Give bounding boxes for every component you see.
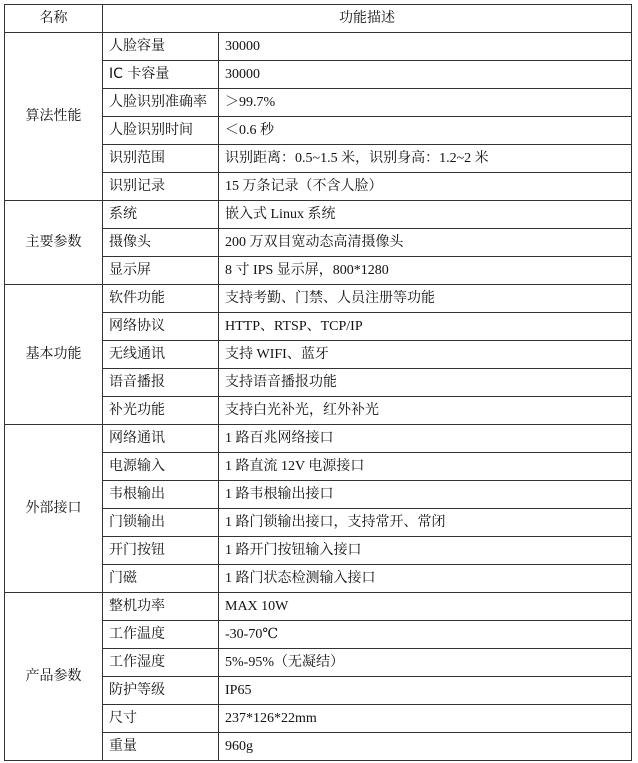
desc-cell: 1 路韦根输出接口 (219, 481, 632, 509)
item-cell: 防护等级 (103, 677, 219, 705)
item-cell: 尺寸 (103, 705, 219, 733)
desc-cell: 支持白光补光，红外补光 (219, 397, 632, 425)
item-cell: 无线通讯 (103, 341, 219, 369)
desc-cell: 支持考勤、门禁、人员注册等功能 (219, 285, 632, 313)
item-cell: 补光功能 (103, 397, 219, 425)
table-row (5, 33, 632, 61)
item-cell: 网络协议 (103, 313, 219, 341)
desc-cell: 200 万双目宽动态高清摄像头 (219, 229, 632, 257)
item-cell: 重量 (103, 733, 219, 761)
desc-cell: 237*126*22mm (219, 705, 632, 733)
desc-cell: 嵌入式 Linux 系统 (219, 201, 632, 229)
spec-body (5, 33, 632, 761)
item-cell: 人脸识别时间 (103, 117, 219, 145)
header-name: 名称 (5, 5, 103, 33)
category-cell: 基本功能 (5, 285, 103, 425)
desc-cell: 960g (219, 733, 632, 761)
desc-cell: HTTP、RTSP、TCP/IP (219, 313, 632, 341)
category-cell: 主要参数 (5, 201, 103, 285)
item-cell: 识别范围 (103, 145, 219, 173)
desc-cell: 1 路门状态检测输入接口 (219, 565, 632, 593)
desc-cell: 15 万条记录（不含人脸） (219, 173, 632, 201)
category-cell: 外部接口 (5, 425, 103, 593)
item-cell: 识别记录 (103, 173, 219, 201)
item-cell: 工作湿度 (103, 649, 219, 677)
table-row (5, 201, 632, 229)
item-cell: 工作温度 (103, 621, 219, 649)
header-description: 功能描述 (103, 5, 632, 33)
item-cell: 整机功率 (103, 593, 219, 621)
item-cell: 开门按钮 (103, 537, 219, 565)
item-cell: 电源输入 (103, 453, 219, 481)
desc-cell: 30000 (219, 61, 632, 89)
desc-cell: MAX 10W (219, 593, 632, 621)
category-cell: 产品参数 (5, 593, 103, 761)
category-cell: 算法性能 (5, 33, 103, 201)
header-row (5, 5, 632, 33)
item-cell: 软件功能 (103, 285, 219, 313)
item-cell: 人脸识别准确率 (103, 89, 219, 117)
desc-cell: 识别距离：0.5~1.5 米，识别身高：1.2~2 米 (219, 145, 632, 173)
desc-cell: 5%-95%（无凝结） (219, 649, 632, 677)
desc-cell: 支持 WIFI、蓝牙 (219, 341, 632, 369)
item-cell: IC 卡容量 (103, 61, 219, 89)
desc-cell: ＞99.7% (219, 89, 632, 117)
desc-cell: 1 路百兆网络接口 (219, 425, 632, 453)
desc-cell: ＜0.6 秒 (219, 117, 632, 145)
table-row (5, 285, 632, 313)
item-cell: 系统 (103, 201, 219, 229)
item-cell: 人脸容量 (103, 33, 219, 61)
table-row (5, 425, 632, 453)
item-cell: 门锁输出 (103, 509, 219, 537)
desc-cell: 1 路门锁输出接口，支持常开、常闭 (219, 509, 632, 537)
item-cell: 显示屏 (103, 257, 219, 285)
table-row (5, 593, 632, 621)
desc-cell: 30000 (219, 33, 632, 61)
item-cell: 韦根输出 (103, 481, 219, 509)
desc-cell: 1 路直流 12V 电源接口 (219, 453, 632, 481)
item-cell: 网络通讯 (103, 425, 219, 453)
spec-table (4, 4, 632, 761)
item-cell: 门磁 (103, 565, 219, 593)
item-cell: 语音播报 (103, 369, 219, 397)
desc-cell: IP65 (219, 677, 632, 705)
desc-cell: 支持语音播报功能 (219, 369, 632, 397)
desc-cell: 8 寸 IPS 显示屏，800*1280 (219, 257, 632, 285)
desc-cell: -30-70℃ (219, 621, 632, 649)
desc-cell: 1 路开门按钮输入接口 (219, 537, 632, 565)
item-cell: 摄像头 (103, 229, 219, 257)
